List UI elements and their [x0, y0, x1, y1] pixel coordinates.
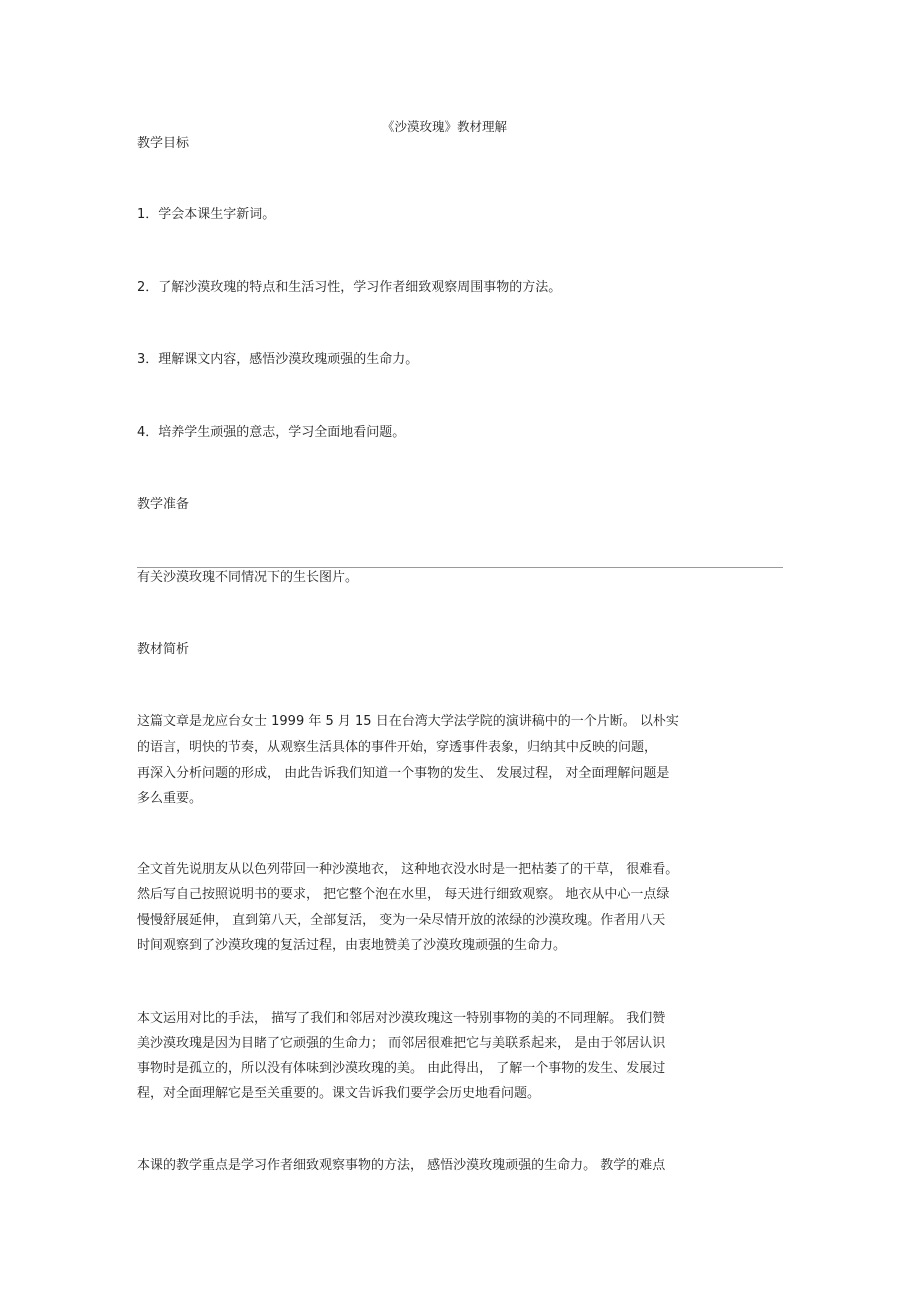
document-title: 《沙漠玫瑰》教材理解 — [382, 119, 508, 134]
paragraph-3-line-3: 事物时是孤立的，所以没有体味到沙漠玫瑰的美。 由此得出， 了解一个事物的发生、发展过 — [137, 1061, 666, 1076]
objective-item-2: 2．了解沙漠玫瑰的特点和生活习性，学习作者细致观察周围事物的方法。 — [137, 280, 562, 295]
paragraph-2-line-3: 慢慢舒展延伸， 直到第八天，全部复活， 变为一朵尽情开放的浓绿的沙漠玫瑰。作者用八天 — [137, 913, 666, 928]
paragraph-1-line-4: 多么重要。 — [137, 791, 203, 806]
prep-heading: 教学准备 — [137, 497, 190, 512]
paragraph-3-line-4: 程，对全面理解它是至关重要的。课文告诉我们要学会历史地看问题。 — [137, 1086, 541, 1101]
paragraph-1-line-1: 这篇文章是龙应台女士 1999 年 5 月 15 日在台湾大学法学院的演讲稿中的一个片断。 以朴实 — [137, 714, 679, 729]
paragraph-4-line-1: 本课的教学重点是学习作者细致观察事物的方法， 感悟沙漠玫瑰顽强的生命力。 教学的难点 — [137, 1158, 666, 1173]
paragraph-2-line-2: 然后写自己按照说明书的要求， 把它整个泡在水里， 每天进行细致观察。 地衣从中心一点绿 — [137, 887, 670, 902]
objective-item-4: 4．培养学生顽强的意志，学习全面地看问题。 — [137, 425, 406, 440]
objective-item-1: 1．学会本课生字新词。 — [137, 207, 276, 222]
horizontal-divider — [137, 567, 783, 568]
prep-text: 有关沙漠玫瑰不同情况下的生长图片。 — [137, 570, 359, 585]
analysis-heading: 教材简析 — [137, 642, 190, 657]
paragraph-1-line-2: 的语言，明快的节奏，从观察生活具体的事件开始，穿透事件表象，归纳其中反映的问题， — [137, 740, 658, 755]
paragraph-2-line-4: 时间观察到了沙漠玫瑰的复活过程，由衷地赞美了沙漠玫瑰顽强的生命力。 — [137, 938, 567, 953]
paragraph-3-line-2: 美沙漠玫瑰是因为目睹了它顽强的生命力； 而邻居很难把它与美联系起来， 是由于邻居认识 — [137, 1036, 666, 1051]
paragraph-3-line-1: 本文运用对比的手法， 描写了我们和邻居对沙漠玫瑰这一特别事物的美的不同理解。 我们赞 — [137, 1011, 666, 1026]
objectives-heading: 教学目标 — [137, 136, 190, 151]
objective-item-3: 3．理解课文内容，感悟沙漠玫瑰顽强的生命力。 — [137, 352, 419, 367]
paragraph-1-line-3: 再深入分析问题的形成， 由此告诉我们知道一个事物的发生、 发展过程， 对全面理解问题是 — [137, 766, 670, 781]
paragraph-2-line-1: 全文首先说朋友从以色列带回一种沙漠地衣， 这种地衣没水时是一把枯萎了的干草， 很难看。 — [137, 862, 679, 877]
